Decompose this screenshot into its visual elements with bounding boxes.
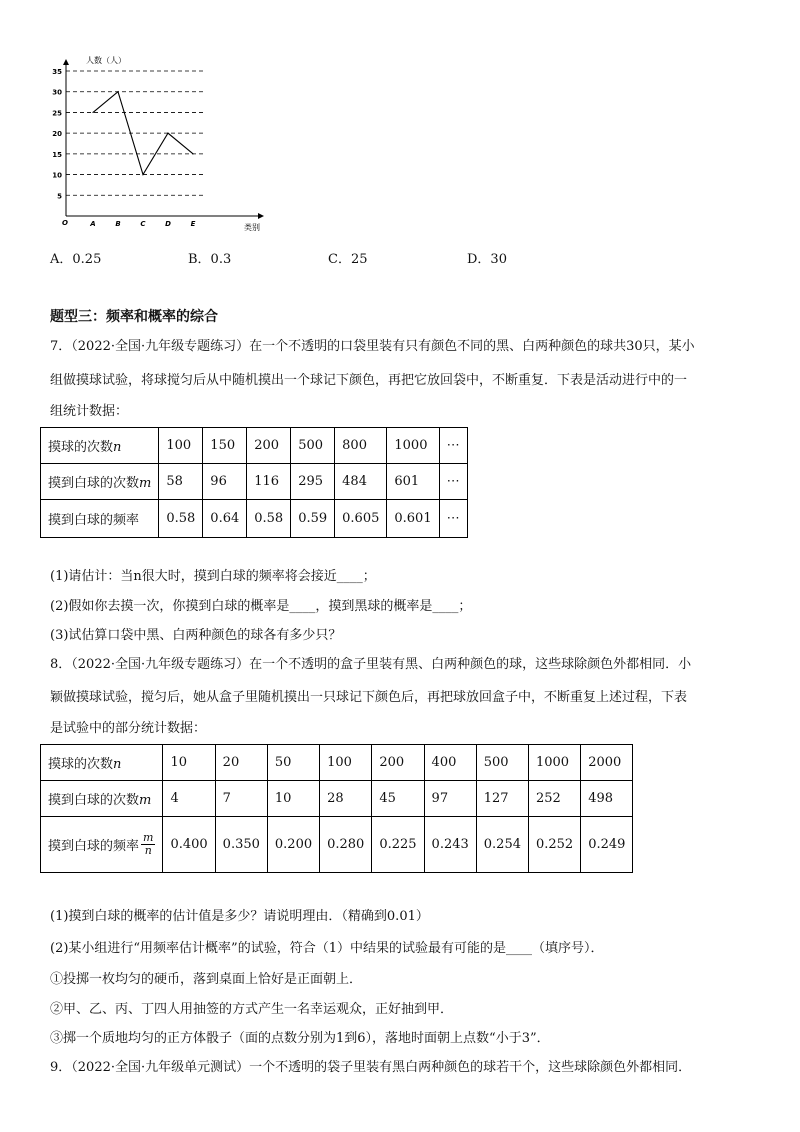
table-cell: 0.249: [581, 817, 633, 873]
table-cell: 484: [335, 464, 387, 500]
row-label: 摸到白球的次数m: [41, 464, 159, 500]
x-axis-arrow: [258, 213, 264, 219]
table-cell: 0.225: [372, 817, 424, 873]
table-cell: 10: [163, 745, 215, 781]
line-chart: [40, 50, 270, 235]
q7-sub-2: (2)假如你去摸一次，你摸到白球的概率是____，摸到黑球的概率是____；: [50, 599, 472, 614]
table-cell: 100: [320, 745, 372, 781]
q8-line-3: 是试验中的部分统计数据：: [50, 721, 207, 736]
chart-xlabel: 类别: [244, 223, 260, 232]
table-cell: 45: [372, 781, 424, 817]
table-cell: 0.200: [267, 817, 319, 873]
option-b: B．0.3: [188, 252, 232, 267]
table-cell: 127: [476, 781, 528, 817]
table-cell: 4: [163, 781, 215, 817]
table-cell: 50: [267, 745, 319, 781]
table-cell: 295: [291, 464, 335, 500]
chart-origin-label: O: [62, 219, 68, 227]
table-cell: 0.58: [159, 500, 203, 538]
fraction: $\frac{m}{n}$: [143, 831, 154, 857]
q8-line-2: 颖做摸球试验，搅匀后，她从盒子里随机摸出一只球记下颜色后，再把球放回盒子中，不断重复上述过程，下表: [50, 690, 688, 705]
table-cell: 500: [476, 745, 528, 781]
table-row: [41, 464, 468, 500]
q8-sub-2: (2)某小组进行“用频率估计概率”的试验，符合（1）中结果的试验最有可能的是____（填序号）．: [50, 941, 604, 956]
y-tick-label: 20: [52, 130, 62, 139]
q7-line-3: 组统计数据：: [50, 404, 129, 419]
x-tick-label: C: [140, 220, 146, 228]
table-cell: 0.280: [320, 817, 372, 873]
y-tick-label: 5: [57, 192, 62, 201]
x-tick-label: D: [165, 220, 171, 228]
table-row: [41, 428, 468, 464]
table-row: [41, 500, 468, 538]
table-cell: 252: [528, 781, 580, 817]
data-point: [117, 91, 118, 92]
table-cell: 100: [159, 428, 203, 464]
q8-sub-1: (1)摸到白球的概率的估计值是多少？请说明理由．（精确到0.01）: [50, 909, 429, 924]
table-cell: ⋯: [439, 428, 467, 464]
row-label: 摸球的次数n: [41, 428, 159, 464]
table-cell: 97: [424, 781, 476, 817]
q7-sub-1: (1)请估计：当n很大时，摸到白球的频率将会接近____；: [50, 569, 376, 584]
table-cell: 500: [291, 428, 335, 464]
table-cell: 150: [203, 428, 247, 464]
chart-ylabel: 人数（人）: [86, 56, 126, 65]
x-tick-label: A: [90, 220, 96, 228]
row-label: 摸到白球的频率: [41, 500, 159, 538]
table-cell: 601: [387, 464, 439, 500]
table-cell: 0.252: [528, 817, 580, 873]
x-tick-label: E: [190, 220, 196, 228]
table-cell: ⋯: [439, 464, 467, 500]
q9-line-1: 9．（2022·全国·九年级单元测试）一个不透明的袋子里装有黑白两种颜色的球若干个，这些球除颜色外都相同．: [50, 1060, 692, 1075]
x-tick-label: B: [115, 220, 121, 228]
q8-sub-5: ③掷一个质地均匀的正方体骰子（面的点数分别为1到6），落地时面朝上点数“小于3”．: [50, 1031, 550, 1046]
q7-line-2: 组做摸球试验，将球搅匀后从中随机摸出一个球记下颜色，再把它放回袋中，不断重复．下表是活动进行中的一: [50, 373, 688, 388]
q8-sub-4: ②甲、乙、丙、丁四人用抽签的方式产生一名幸运观众，正好抽到甲．: [50, 1002, 454, 1017]
table-cell: 0.601: [387, 500, 439, 538]
data-point: [167, 133, 168, 134]
data-point: [142, 174, 143, 175]
table-row: [41, 781, 633, 817]
table-cell: 200: [372, 745, 424, 781]
table-row: [41, 745, 633, 781]
table-cell: 28: [320, 781, 372, 817]
table-cell: 0.254: [476, 817, 528, 873]
table-row: [41, 817, 633, 873]
table-cell: 0.350: [215, 817, 267, 873]
row-label: 摸到白球的次数m: [41, 781, 163, 817]
table-cell: 96: [203, 464, 247, 500]
q7-table: [40, 427, 468, 538]
q7-line-1: 7．（2022·全国·九年级专题练习）在一个不透明的口袋里装有只有颜色不同的黑、白两种颜色的球共30只，某小: [50, 339, 695, 354]
table-cell: 0.243: [424, 817, 476, 873]
table-cell: 800: [335, 428, 387, 464]
q8-line-1: 8．（2022·全国·九年级专题练习）在一个不透明的盒子里装有黑、白两种颜色的球，这些球除颜色外都相同．小: [50, 657, 692, 672]
row-label: 摸到白球的频率 $\frac{m}{n}$: [41, 817, 163, 873]
table-cell: 2000: [581, 745, 633, 781]
y-tick-label: 25: [52, 109, 62, 118]
data-point: [192, 153, 193, 154]
table-cell: 58: [159, 464, 203, 500]
table-cell: 0.58: [247, 500, 291, 538]
q7-sub-3: (3)试估算口袋中黑、白两种颜色的球各有多少只？: [50, 628, 342, 643]
table-cell: 200: [247, 428, 291, 464]
table-cell: 0.400: [163, 817, 215, 873]
table-cell: 7: [215, 781, 267, 817]
row-label: 摸球的次数n: [41, 745, 163, 781]
option-d: D．30: [467, 252, 507, 267]
data-point: [92, 112, 93, 113]
table-cell: ⋯: [439, 500, 467, 538]
y-tick-label: 15: [52, 150, 62, 159]
table-cell: 498: [581, 781, 633, 817]
table-cell: 10: [267, 781, 319, 817]
y-tick-label: 10: [52, 171, 62, 180]
table-cell: 0.59: [291, 500, 335, 538]
option-a: A．0.25: [50, 252, 102, 267]
table-cell: 1000: [387, 428, 439, 464]
y-tick-label: 30: [52, 88, 62, 97]
table-cell: 20: [215, 745, 267, 781]
q8-sub-3: ①投掷一枚均匀的硬币，落到桌面上恰好是正面朝上．: [50, 972, 363, 987]
table-cell: 1000: [528, 745, 580, 781]
table-cell: 116: [247, 464, 291, 500]
table-cell: 0.605: [335, 500, 387, 538]
q8-table: [40, 744, 633, 873]
y-tick-label: 35: [52, 68, 62, 76]
option-c: C．25: [328, 252, 368, 267]
table-cell: 0.64: [203, 500, 247, 538]
y-axis-arrow: [63, 59, 69, 65]
section-title: 题型三：频率和概率的综合: [50, 309, 218, 325]
table-cell: 400: [424, 745, 476, 781]
